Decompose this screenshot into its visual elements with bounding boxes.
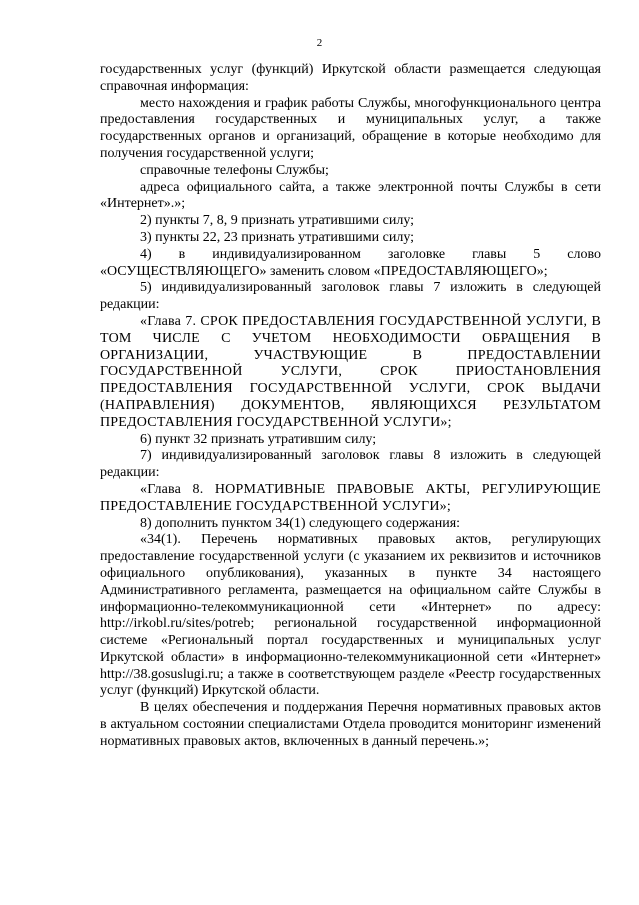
paragraph-10: 6) пункт 32 признать утратившим силу; <box>140 431 377 447</box>
paragraph-12: «Глава 8. НОРМАТИВНЫЕ ПРАВОВЫЕ АКТЫ, РЕГУЛИРУЮЩИЕ ПРЕДОСТАВЛЕНИЕ ГОСУДАРСТВЕННОЙ УСЛУГИ»; <box>100 481 601 514</box>
paragraph-4: адреса официального сайта, а также электронной почты Службы в сети «Интернет».»; <box>100 179 601 212</box>
paragraph-11: 7) индивидуализированный заголовок главы 8 изложить в следующей редакции: <box>100 448 601 481</box>
paragraph-13: 8) дополнить пунктом 34(1) следующего содержания: <box>140 515 461 531</box>
page-number: 2 <box>316 37 323 49</box>
paragraph-3: справочные телефоны Службы; <box>140 162 329 178</box>
paragraph-5: 2) пункты 7, 8, 9 признать утратившими силу; <box>140 213 415 229</box>
paragraph-8: 5) индивидуализированный заголовок главы 7 изложить в следующей редакции: <box>100 280 601 313</box>
paragraph-1: государственных услуг (функций) Иркутской области размещается следующая справочная информация: <box>100 62 601 94</box>
paragraph-15: В целях обеспечения и поддержания Перечня нормативных правовых актов в актуальном состоянии специалистами Отдела проводится мониторинг изменений нормативных правовых актов, включенных в данный перечень.»; <box>100 700 601 749</box>
paragraph-6: 3) пункты 22, 23 признать утратившими силу; <box>140 229 415 245</box>
paragraph-7: 4) в индивидуализированном заголовке главы 5 слово «ОСУЩЕСТВЛЯЮЩЕГО» заменить словом «ПРЕДОСТАВЛЯЮЩЕГО»; <box>100 246 601 279</box>
document-body <box>100 62 601 751</box>
paragraph-9: «Глава 7. СРОК ПРЕДОСТАВЛЕНИЯ ГОСУДАРСТВЕННОЙ УСЛУГИ, В ТОМ ЧИСЛЕ С УЧЕТОМ НЕОБХОДИМОСТИ ОБРАЩЕНИЯ В ОРГАНИЗАЦИИ, УЧАСТВУЮЩИЕ В ПРЕДОСТАВЛЕНИИ ГОСУДАРСТВЕННОЙ УСЛУГИ, СРОК ПРИОСТАНОВЛЕНИЯ ПРЕДОСТАВЛЕНИЯ ГОСУДАРСТВЕННОЙ УСЛУГИ, СРОК ВЫДАЧИ (НАПРАВЛЕНИЯ) ДОКУМЕНТОВ, ЯВЛЯЮЩИХСЯ РЕЗУЛЬТАТОМ ПРЕДОСТАВЛЕНИЯ ГОСУДАРСТВЕННОЙ УСЛУГИ»; <box>100 313 601 430</box>
paragraph-2: место нахождения и график работы Службы, многофункционального центра предоставления государственных и муниципальных услуг, а также государственных органов и организаций, обращение в которые необходимо для получения государственной услуги; <box>100 95 601 161</box>
paragraph-14: «34(1). Перечень нормативных правовых актов, регулирующих предоставление государственной услуги (с указанием их реквизитов и источников официального опубликования), указанных в пункте 34 настоящего Административного регламента, размещается на официальном сайте Службы в информационно-телекоммуникационной сети «Интернет» по адресу: http://irkobl.ru/sites/potreb; региональной государственной информационной системе «Региональный портал государственных и муниципальных услуг Иркутской области» в информационно-телекоммуникационной сети «Интернет» http://38.gosuslugi.ru; а также в соответствующем разделе «Реестр государственных услуг (функций) Иркутской области. <box>100 532 601 699</box>
